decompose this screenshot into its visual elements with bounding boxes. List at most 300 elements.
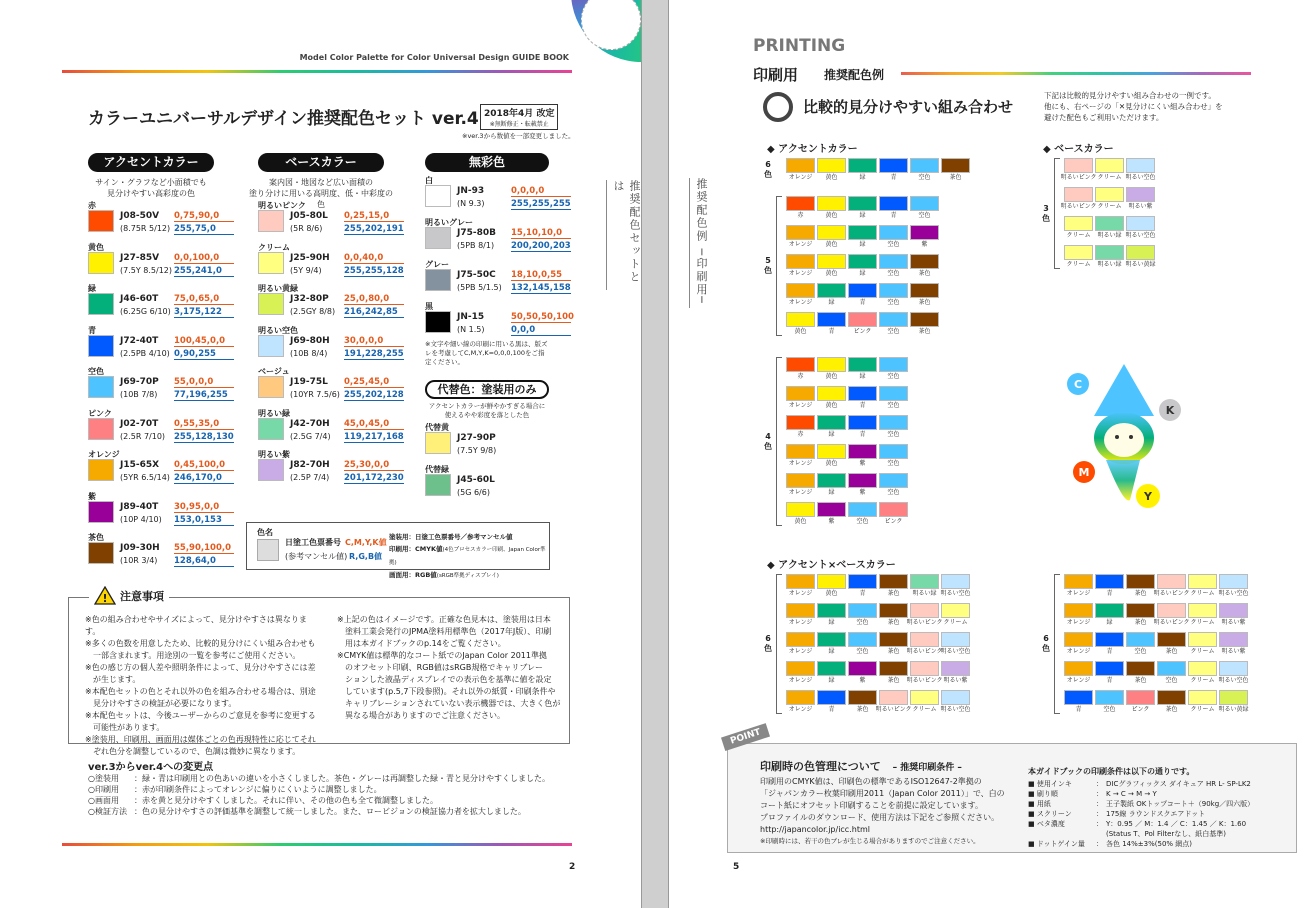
rainbow-rule-right: [901, 72, 1251, 75]
color-name: 空色: [88, 367, 104, 376]
side-label: 推奨配色セットとは: [606, 180, 642, 290]
combo-swatch-label: 茶色: [887, 619, 900, 626]
rgb-value: 77,196,255: [174, 390, 234, 401]
combo-swatch-color: [910, 283, 939, 298]
rgb-value: 246,170,0: [174, 473, 234, 484]
combo-swatch-color: [879, 196, 908, 211]
group-bracket: [1054, 574, 1060, 714]
combo-swatch: [941, 158, 970, 182]
combo-swatch-label: 明るいピンク: [875, 706, 912, 713]
combo-swatch-label: 明るいピンク: [906, 677, 943, 684]
combo-row: [786, 386, 908, 410]
spec-key: [1028, 829, 1096, 839]
combo-swatch: [1188, 603, 1217, 627]
combo-swatch-color: [817, 632, 846, 647]
combo-swatch: [848, 473, 877, 497]
combo-swatch: [941, 690, 970, 714]
combo-swatch-label: 茶色: [887, 590, 900, 597]
combo-swatch-label: クリーム: [1190, 590, 1215, 597]
cmyk-value: 25,30,0,0: [344, 460, 404, 471]
combo-row: [1064, 661, 1248, 685]
combo-swatch: [786, 661, 815, 685]
combo-row: [786, 283, 939, 307]
combo-swatch-color: [1095, 632, 1124, 647]
combo-swatch-color: [1126, 187, 1155, 202]
color-swatch: [258, 293, 284, 315]
color-item: [258, 408, 406, 450]
combo-swatch-label: 空色: [1103, 706, 1116, 713]
combo-row: [786, 661, 970, 685]
combo-swatch-label: 緑: [828, 677, 835, 684]
color-code: J09-30H: [120, 543, 160, 553]
combo-swatch: [817, 196, 846, 220]
combo-swatch-label: オレンジ: [788, 460, 813, 467]
color-name: 代替緑: [425, 465, 449, 474]
color-swatch: [88, 335, 114, 357]
color-name: 青: [88, 325, 96, 335]
caution-line: ※色の組み合わせやサイズによって、見分けやすさは異なります。: [85, 615, 307, 636]
combo-swatch-label: 明るい紫: [1221, 648, 1246, 655]
combo-swatch: [1095, 158, 1124, 182]
combo-swatch: [1153, 574, 1190, 598]
combo-swatch-color: [1188, 574, 1217, 589]
point-line: http://japancolor.jp/icc.html: [760, 825, 870, 834]
munsell-value: (5PB 5/1.5): [457, 283, 502, 292]
combo-swatch: [817, 502, 846, 526]
group-count: 3色: [1042, 203, 1050, 223]
color-code: JN-93: [457, 186, 485, 196]
combo-swatch: [1126, 690, 1155, 714]
rgb-value: 191,228,255: [344, 348, 404, 359]
combo-swatch: [1064, 690, 1093, 714]
combo-swatch-color: [1064, 158, 1093, 173]
mix-section-title: ◆ アクセント×ベースカラー: [767, 560, 896, 571]
combo-swatch-label: 青: [1106, 590, 1113, 597]
rgb-value: 153,0,153: [174, 515, 234, 526]
rainbow-rule-bottom: [62, 843, 572, 846]
rgb-value: 255,241,0: [174, 266, 234, 277]
caution-line: ※上記の色はイメージです。正確な色見本は、塗装用は日本: [337, 615, 551, 624]
spec-key: ■ ベタ濃度: [1028, 820, 1065, 828]
combo-swatch-label: 茶色: [918, 328, 931, 335]
combo-swatch-label: 赤: [797, 373, 804, 380]
combo-row: [786, 196, 939, 220]
combo-swatch-label: 空色: [887, 241, 900, 248]
combo-swatch-color: [1188, 632, 1217, 647]
cmyk-value: 55,90,100,0: [174, 543, 234, 554]
combo-swatch-label: 明るい空色: [940, 590, 971, 597]
combo-swatch-color: [786, 473, 815, 488]
combo-swatch: [1095, 245, 1124, 269]
combo-swatch-label: 空色: [856, 648, 869, 655]
spec-sep: ：: [1096, 810, 1103, 818]
combo-swatch-color: [1157, 574, 1186, 589]
munsell-value: (6.25G 6/10): [120, 307, 171, 316]
combo-swatch-label: 青: [859, 299, 866, 306]
combo-swatch-label: 青: [890, 174, 897, 181]
rgb-value: 119,217,168: [344, 431, 404, 442]
color-swatch: [258, 252, 284, 274]
combo-swatch-color: [1095, 187, 1124, 202]
combo-swatch: [786, 444, 815, 468]
rgb-value: 255,202,128: [344, 390, 404, 400]
combo-swatch: [910, 158, 939, 182]
combo-swatch-color: [817, 283, 846, 298]
spec-key: ■ ドットゲイン量: [1028, 840, 1085, 848]
point-line: コート紙にオフセット印刷することを前提に設定しています。: [760, 801, 984, 810]
combo-swatch-label: 空色: [918, 174, 931, 181]
combo-swatch-label: 緑: [1106, 619, 1113, 626]
combo-row: [1064, 632, 1248, 656]
color-name: 黄色: [88, 242, 104, 252]
spec-row: [1028, 799, 1290, 809]
combo-swatch: [817, 312, 846, 336]
combo-swatch: [1126, 216, 1155, 240]
combo-swatch-color: [786, 415, 815, 430]
combo-swatch: [906, 603, 943, 627]
combo-swatch-label: オレンジ: [788, 590, 813, 597]
combo-swatch-label: 黄色: [825, 174, 838, 181]
spec-val: K → C → M → Y: [1106, 790, 1157, 798]
combo-swatch-color: [879, 574, 908, 589]
munsell-value: (2.5R 7/10): [120, 431, 166, 441]
cmyk-value: 30,95,0,0: [174, 502, 234, 513]
combo-swatch-color: [879, 283, 908, 298]
combo-row: [786, 225, 939, 249]
combo-swatch-label: オレンジ: [788, 677, 813, 684]
combo-swatch-color: [786, 225, 815, 240]
combo-title: 比較的見分けやすい組み合わせ: [803, 98, 1014, 116]
combo-swatch-color: [848, 690, 877, 705]
combo-swatch-color: [1126, 574, 1155, 589]
combo-swatch: [1064, 216, 1093, 240]
munsell-value: (7.5Y 8.5/12): [120, 265, 172, 275]
combo-swatch-color: [1219, 574, 1248, 589]
rgb-value: 200,200,203: [511, 241, 571, 251]
combo-swatch: [906, 632, 943, 656]
combo-swatch: [786, 603, 815, 627]
combo-swatch-label: 緑: [859, 241, 866, 248]
combo-group-accent4: [786, 357, 908, 526]
color-item: [258, 242, 406, 284]
point-title: [760, 758, 962, 774]
cmyk-value: 18,10,0,55: [511, 270, 571, 281]
group-count: 6色: [764, 160, 772, 179]
combo-swatch-color: [910, 632, 939, 647]
combo-swatch: [786, 225, 815, 249]
color-swatch: [425, 269, 451, 291]
achromatic-color-list: [425, 175, 573, 343]
combo-swatch-color: [786, 603, 815, 618]
color-item: [88, 200, 236, 242]
combo-swatch: [941, 661, 970, 685]
spec-key: ■ スクリーン: [1028, 810, 1072, 818]
combo-swatch-color: [848, 502, 877, 517]
combo-swatch-color: [1095, 603, 1124, 618]
cmyk-value: 55,0,0,0: [174, 377, 234, 388]
change-text: ：緑・青は印刷用との色あいの違いを小さくしました。茶色・グレーは再調整した緑・青と見分けやすくしました。: [134, 774, 550, 783]
combo-swatch-label: オレンジ: [788, 402, 813, 409]
color-code: J89-40T: [120, 501, 159, 512]
color-wheel-icon: [571, 0, 641, 62]
combo-swatch-color: [1064, 574, 1093, 589]
combo-row: [1064, 603, 1248, 627]
munsell-value: (2.5P 7/4): [290, 473, 330, 482]
combo-swatch-label: ピンク: [884, 518, 903, 525]
combo-swatch-color: [1188, 690, 1217, 705]
combo-row: [786, 603, 970, 627]
combo-swatch: [1219, 632, 1248, 656]
combo-swatch-label: 緑: [859, 174, 866, 181]
color-swatch: [425, 227, 451, 249]
caution-line: ※CMYK値は標準的なコート紙でのJapan Color 2011準拠: [337, 651, 547, 660]
combo-swatch: [1188, 632, 1217, 656]
combo-swatch: [910, 225, 939, 249]
combo-swatch: [1126, 187, 1155, 211]
combo-swatch: [1126, 245, 1155, 269]
combo-row: [786, 632, 970, 656]
combo-swatch-label: 茶色: [1134, 677, 1147, 684]
combo-swatch-label: 空色: [887, 460, 900, 467]
revision-box: [480, 104, 558, 130]
color-name: 赤: [88, 201, 96, 210]
color-name: 黒: [425, 302, 433, 311]
rgb-value: 128,64,0: [174, 556, 234, 567]
combo-swatch-label: オレンジ: [1066, 677, 1091, 684]
combo-swatch-color: [941, 158, 970, 173]
combo-swatch-color: [848, 632, 877, 647]
combo-swatch-label: 黄色: [825, 373, 838, 380]
combo-swatch-label: クリーム: [1190, 706, 1215, 713]
combo-swatch: [879, 312, 908, 336]
combo-swatch: [879, 386, 908, 410]
combo-swatch: [1219, 574, 1248, 598]
combo-swatch: [879, 283, 908, 307]
combo-row: [786, 690, 970, 714]
combo-swatch: [941, 603, 970, 627]
spec-row: [1028, 829, 1290, 839]
color-code: J75-80B: [457, 228, 496, 238]
combo-swatch-label: 明るい紫: [1221, 619, 1246, 626]
change-row: [88, 806, 558, 817]
color-item: [258, 200, 406, 242]
point-subtitle: – 推奨印刷条件 –: [892, 763, 962, 773]
group-count: 5色: [764, 256, 772, 275]
combo-swatch-label: 黄色: [794, 518, 807, 525]
combo-swatch-color: [1157, 661, 1186, 676]
combo-swatch-label: 明るい緑: [1097, 261, 1122, 268]
combo-swatch: [817, 254, 846, 278]
legend-rgb: R,G,B値: [349, 552, 383, 561]
point-body: [760, 776, 1030, 836]
group-count: 4色: [764, 431, 772, 451]
caution-title: 注意事項: [120, 589, 164, 603]
combo-swatch-color: [910, 225, 939, 240]
point-note: ※印刷時には、若干の色ブレが生じる場合がありますのでご注意ください。: [760, 837, 980, 845]
combo-swatch-color: [1126, 661, 1155, 676]
combo-swatch-color: [817, 690, 846, 705]
combo-swatch-color: [786, 283, 815, 298]
combo-swatch-label: 明るいピンク: [906, 648, 943, 655]
combo-swatch-color: [817, 603, 846, 618]
combo-swatch: [1095, 632, 1124, 656]
combo-swatch-label: 茶色: [1165, 648, 1178, 655]
caution-line: 見分けやすさの検証が必要になります。: [85, 699, 237, 708]
combo-swatch-label: 緑: [828, 648, 835, 655]
combo-swatch: [910, 254, 939, 278]
combo-group-accent6: [786, 158, 970, 182]
color-swatch: [258, 335, 284, 357]
color-item: [88, 449, 236, 491]
combo-swatch: [1157, 632, 1186, 656]
combo-group-mixB: [1064, 574, 1248, 714]
combo-swatch: [1095, 187, 1124, 211]
combo-row: [786, 254, 939, 278]
color-name: 明るいピンク: [258, 201, 306, 210]
combo-swatch-label: 明るい空色: [1125, 174, 1156, 181]
changes-title: ver.3からver.4への変更点: [88, 762, 214, 773]
combo-swatch: [1126, 661, 1155, 685]
combo-swatch-color: [910, 312, 939, 327]
combo-swatch-label: ピンク: [1131, 706, 1150, 713]
combo-swatch: [848, 158, 877, 182]
cmyk-value: 25,0,80,0: [344, 294, 404, 305]
combo-swatch-label: クリーム: [912, 706, 937, 713]
combo-swatch-label: クリーム: [1066, 232, 1091, 239]
combo-swatch: [817, 661, 846, 685]
combo-swatch-color: [848, 473, 877, 488]
combo-swatch: [848, 254, 877, 278]
combo-swatch: [817, 357, 846, 381]
combo-swatch-color: [1095, 661, 1124, 676]
color-swatch: [88, 501, 114, 523]
combo-swatch-label: 茶色: [1134, 590, 1147, 597]
spec-key: ■ 刷り順: [1028, 790, 1058, 798]
point-box: [727, 727, 1297, 853]
combo-swatch: [1095, 574, 1124, 598]
spec-key: ■ 用紙: [1028, 800, 1051, 808]
point-badge: POINT: [721, 723, 770, 751]
legend-line-2: 印刷用：CMYK値: [389, 545, 443, 553]
point-line: 「ジャパンカラー枚葉印刷用2011（Japan Color 2011）」で、白の: [760, 789, 1005, 798]
combo-row: [786, 574, 970, 598]
combo-swatch-color: [941, 574, 970, 589]
combo-swatch: [848, 283, 877, 307]
combo-swatch-color: [1064, 632, 1093, 647]
combo-swatch-color: [1219, 632, 1248, 647]
color-item: [258, 449, 406, 491]
base-color-header: ベースカラー: [258, 153, 384, 172]
combo-swatch-color: [817, 574, 846, 589]
combo-swatch-color: [1157, 603, 1186, 618]
combo-swatch-label: 明るいピンク: [1060, 203, 1097, 210]
combo-row: [786, 357, 908, 381]
combo-swatch: [848, 502, 877, 526]
combo-swatch-label: 空色: [856, 619, 869, 626]
change-key: ○印刷用: [88, 785, 119, 794]
color-swatch: [425, 185, 451, 207]
rgb-value: 3,175,122: [174, 307, 234, 318]
combo-swatch-label: 青: [859, 402, 866, 409]
rainbow-rule: [62, 70, 572, 73]
combo-swatch-label: 空色: [887, 299, 900, 306]
combo-swatch: [941, 632, 970, 656]
combo-group-base3: [1060, 158, 1156, 269]
combo-swatch-color: [1157, 632, 1186, 647]
combo-swatch-color: [848, 254, 877, 269]
spec-sep: ：: [1096, 800, 1103, 808]
spec-val: 各色 14%±3%(50% 網点): [1106, 840, 1192, 848]
legend-line-1: 塗装用：日塗工色票番号／参考マンセル値: [389, 533, 513, 541]
color-name: 茶色: [88, 533, 104, 542]
combo-swatch-label: 緑: [828, 431, 835, 438]
combo-swatch-color: [1095, 574, 1124, 589]
cmyk-value: 50,50,50,100: [511, 312, 574, 322]
color-item: [88, 242, 236, 284]
combo-swatch: [879, 632, 908, 656]
color-code: J82-70H: [290, 460, 330, 470]
combo-row: [1060, 158, 1156, 182]
combo-swatch-label: 紫: [859, 677, 866, 684]
combo-swatch-label: 茶色: [918, 299, 931, 306]
combo-swatch-color: [1095, 158, 1124, 173]
color-name: グレー: [425, 260, 449, 269]
combo-swatch: [786, 690, 815, 714]
rgb-value: 255,255,255: [511, 199, 571, 209]
combo-swatch-label: 明るい緑: [912, 590, 937, 597]
combo-swatch: [786, 415, 815, 439]
combo-swatch: [910, 690, 939, 714]
right-page: [668, 0, 1311, 908]
color-name: ピンク: [88, 408, 112, 418]
combo-swatch: [1095, 216, 1124, 240]
color-code: J15-65X: [120, 460, 160, 470]
spec-title: 本ガイドブックの印刷条件は以下の通りです。: [1028, 767, 1195, 776]
point-line: 印刷用のCMYK値は、印刷色の標準であるISO12647-2準拠の: [760, 777, 982, 786]
combo-swatch-label: 明るい空色: [940, 648, 971, 655]
group-bracket: [776, 357, 782, 526]
combo-swatch-color: [786, 196, 815, 211]
combo-swatch-label: クリーム: [943, 619, 968, 626]
combo-swatch: [817, 415, 846, 439]
combo-swatch: [848, 196, 877, 220]
combo-swatch-label: 茶色: [918, 270, 931, 277]
caution-line: ※多くの色数を用意したため、比較的見分けにくい組み合わせも: [85, 639, 316, 648]
combo-swatch-label: 赤: [797, 212, 804, 219]
group-count: 6色: [764, 634, 772, 653]
combo-swatch-label: オレンジ: [788, 706, 813, 713]
spec-val: 175線 ラウンドスクエアドット: [1106, 810, 1206, 818]
cmyk-value: 0,55,35,0: [174, 419, 234, 430]
color-swatch: [258, 376, 284, 398]
mascot-letter-c: C: [1073, 378, 1083, 391]
combo-swatch-color: [786, 444, 815, 459]
combo-swatch: [848, 690, 877, 714]
combo-swatch-label: オレンジ: [788, 299, 813, 306]
combo-swatch: [1095, 661, 1124, 685]
combo-swatch-color: [910, 158, 939, 173]
warning-icon: [94, 586, 116, 605]
color-code: J69-80H: [290, 335, 330, 346]
caution-line: 塗料工業会発行のJPMA塗料用標準色（2017年J版）、印刷: [337, 627, 552, 636]
rgb-value: 255,202,191: [344, 224, 404, 234]
change-text: ：赤が印刷条件によってオレンジに偏りにくいように調整しました。: [134, 785, 382, 794]
combo-swatch-label: 茶色: [949, 174, 962, 181]
munsell-value: (10YR 7.5/6): [290, 390, 340, 399]
combo-swatch: [1126, 603, 1155, 627]
cmyk-value: 0,0,100,0: [174, 253, 234, 264]
black-note: ※文字や細い線の印刷に用いる黒は、版ズレを考慮してC,M,Y,K=0,0,0,100をご指定ください。: [425, 340, 548, 366]
